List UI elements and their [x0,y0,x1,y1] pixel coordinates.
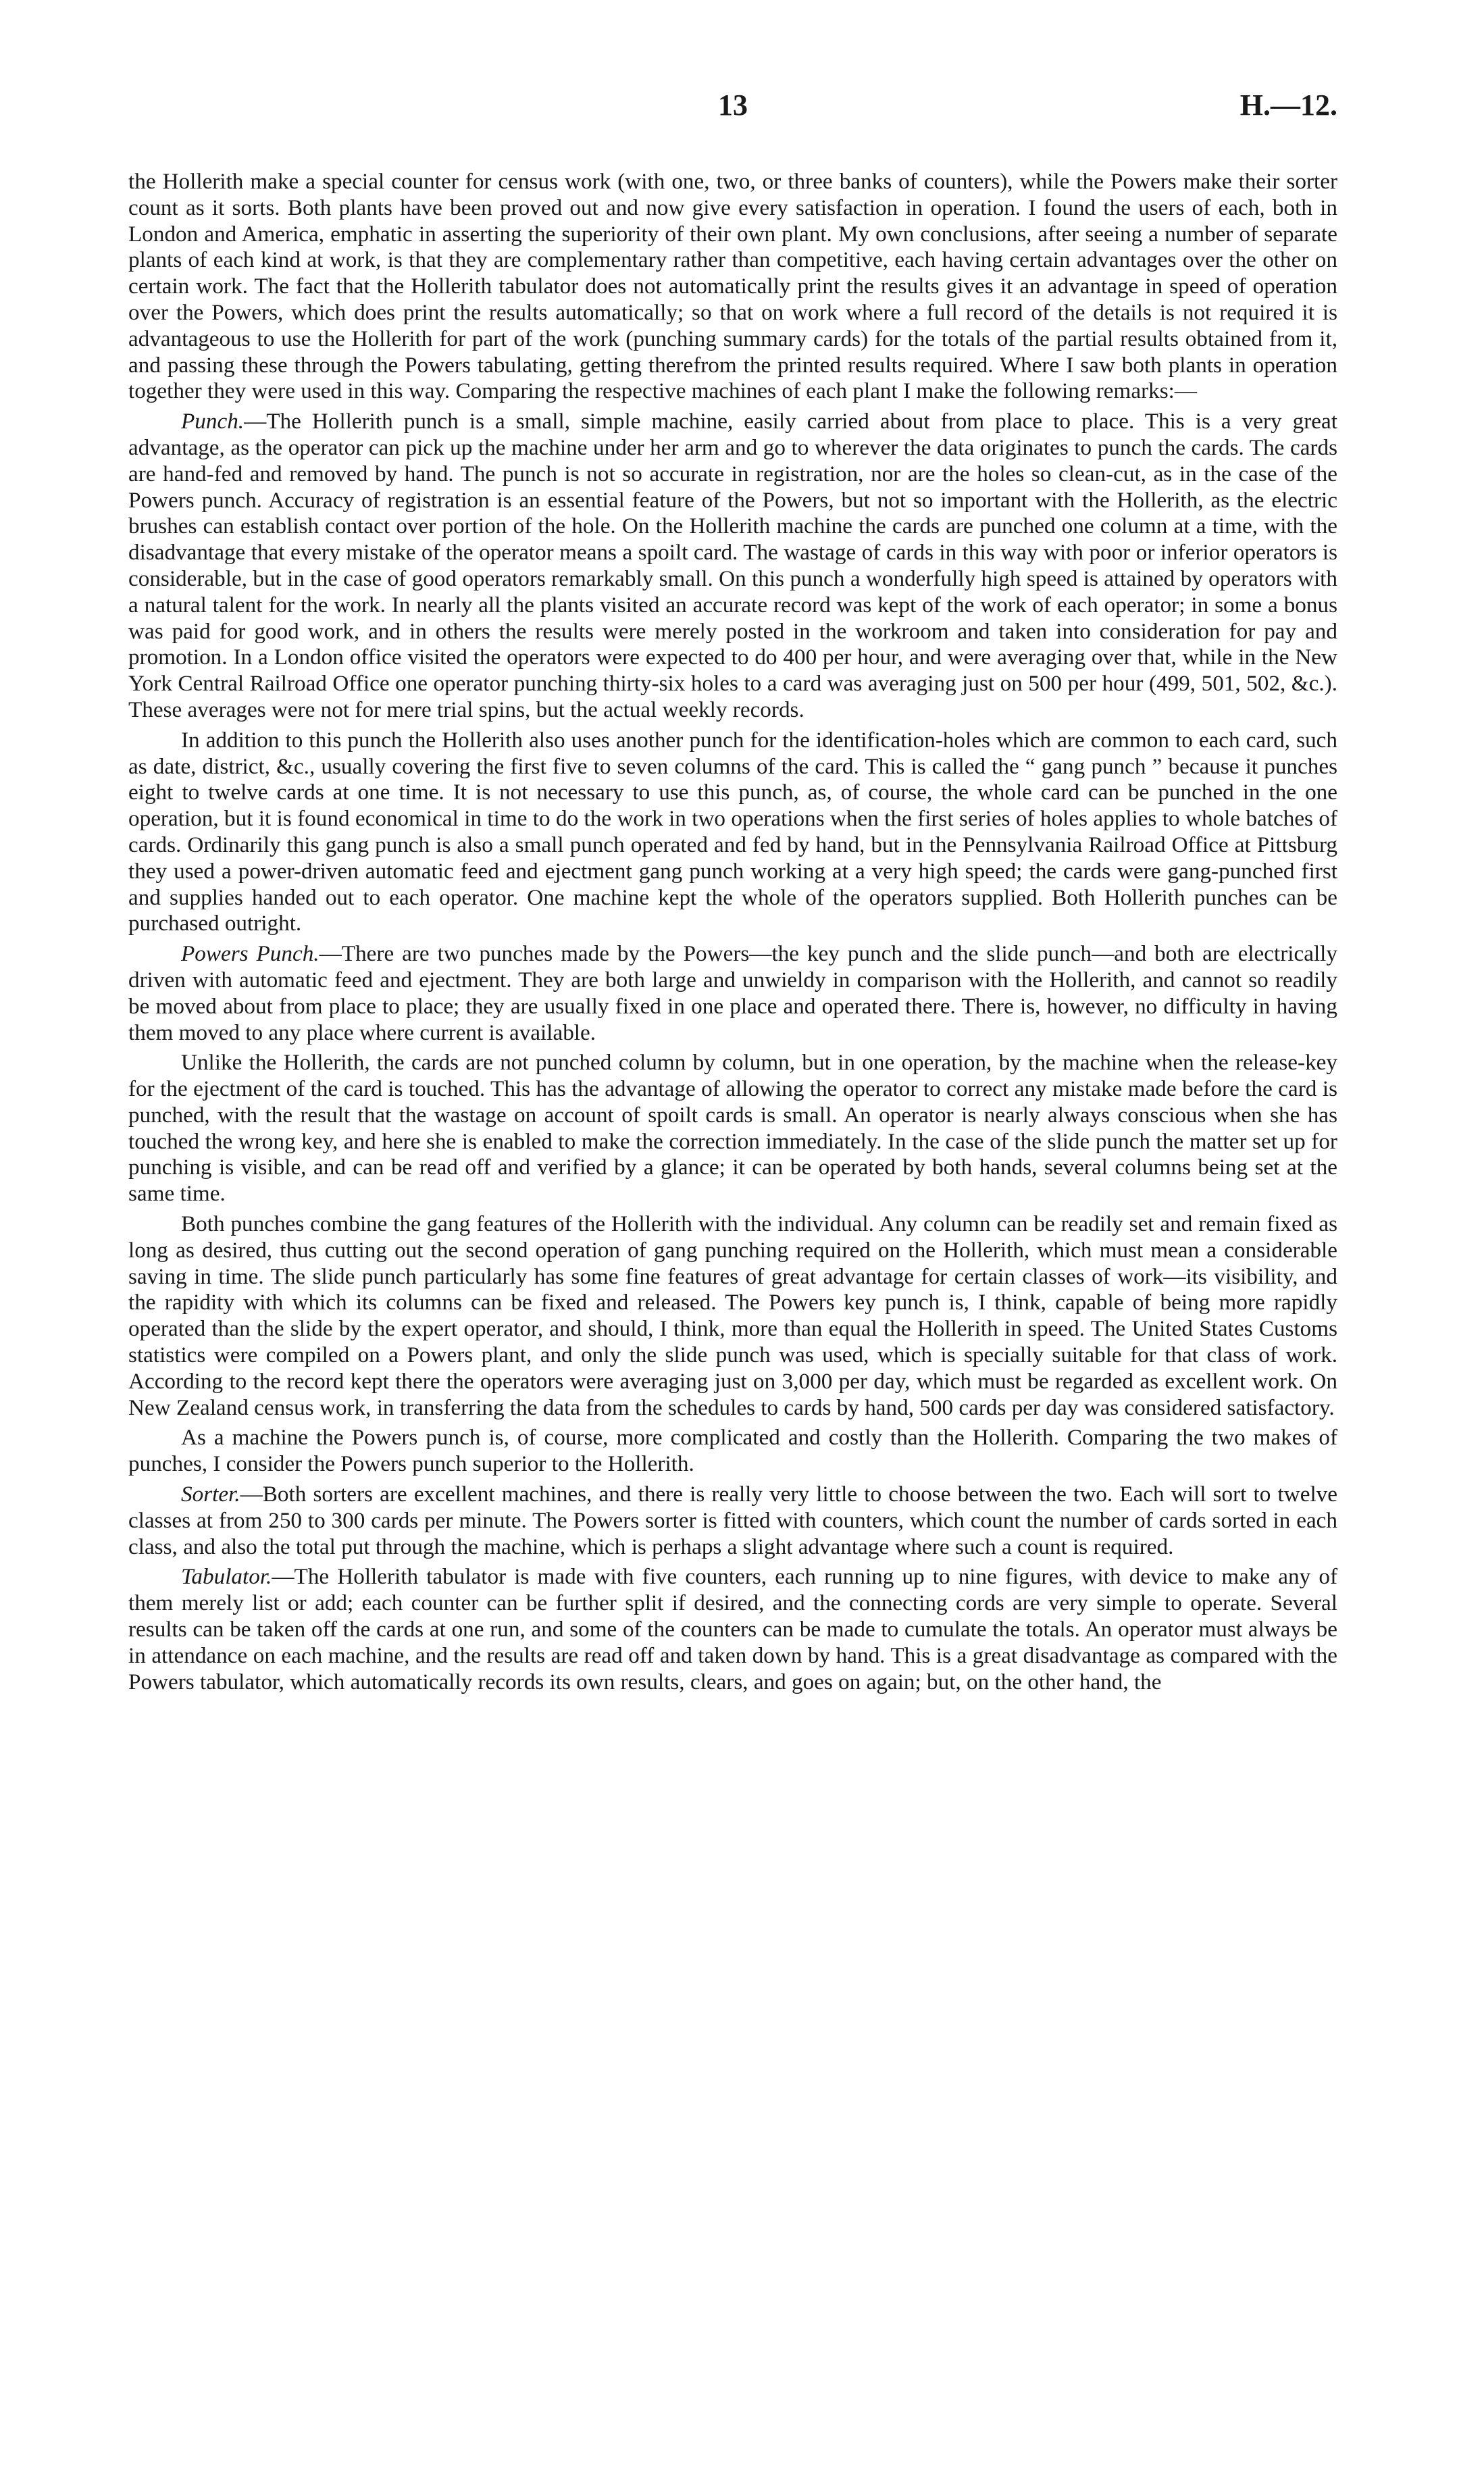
paragraph-text: Both punches combine the gang features of the Hollerith with the individual. Any column can be readily set and remain fixed as long as desired, thus cutting out the second operation of gang punching required on the Hollerith, which must mean a considerable saving in time. The slide punch particularly has some fine features of great advantage for certain classes of work—its visibility, and the rapidity with which its columns can be fixed and released. The Powers key punch is, I think, capable of being more rapidly operated than the slide by the expert operator, and should, I think, more than equal the Hollerith in speed. The United States Customs statistics were compiled on a Powers plant, and only the slide punch was used, which is specially suitable for that class of work. According to the record kept there the operators were averaging just on 3,000 per day, which must be regarded as excellent work. On New Zealand census work, in transferring the data from the schedules to cards by hand, 500 cards per day was considered satisfactory. [128,1211,1337,1420]
paragraph-text: —The Hollerith punch is a small, simple machine, easily carried about from place to place. This is a very great advantage, as the operator can pick up the machine under her arm and go to wherever the data originates to punch the cards. The cards are hand-fed and removed by hand. The punch is not so accurate in registration, nor are the holes so clean-cut, as in the case of the Powers punch. Accuracy of registration is an essential feature of the Powers, but not so important with the Hollerith, as the electric brushes can establish contact over portion of the hole. On the Hollerith machine the cards are punched one column at a time, with the disadvantage that every mistake of the operator means a spoilt card. The wastage of cards in this way with poor or inferior operators is considerable, but in the case of good operators remarkably small. On this punch a wonderfully high speed is attained by operators with a natural talent for the work. In nearly all the plants visited an accurate record was kept of the work of each operator; in some a bonus was paid for good work, and in others the results were merely posted in the workroom and taken into consideration for pay and promotion. In a London office visited the operators were expected to do 400 per hour, and were averaging over that, while in the New York Central Railroad Office one operator punching thirty-six holes to a card was averaging just on 500 per hour (499, 501, 502, &c.). These averages were not for mere trial spins, but the actual weekly records. [128,409,1337,722]
paragraph-text: —The Hollerith tabulator is made with five counters, each running up to nine figures, with device to make any of them merely list or add; each counter can be further split if desired, and the connecting cords are very simple to operate. Several results can be taken off the cards at one run, and some of the counters can be made to cumulate the totals. An operator must always be in attendance on each machine, and the results are read off and taken down by hand. This is a great disadvantage as compared with the Powers tabulator, which automatically records its own results, clears, and goes on again; but, on the other hand, the [128,1564,1337,1694]
paragraph-powers-punch [128,941,1337,1046]
paragraph-text: Unlike the Hollerith, the cards are not punched column by column, but in one operation, by the machine when the release-key for the ejectment of the card is touched. This has the advantage of allowing the operator to correct any mistake made before the card is punched, with the result that the wastage on account of spoilt cards is small. An operator is nearly always conscious when she has touched the wrong key, and here she is enabled to make the correction immediately. In the case of the slide punch the matter set up for punching is visible, and can be read off and verified by a glance; it can be operated by both hands, several columns being set at the same time. [128,1050,1337,1207]
body-text [128,169,1337,1695]
document-code: H.—12. [1239,89,1337,122]
paragraph-gang-punch [128,728,1337,937]
document-page [128,88,1337,1699]
paragraph-tabulator [128,1564,1337,1695]
paragraph-continuation [128,169,1337,405]
page-header [128,88,1337,135]
page-number: 13 [718,89,748,122]
paragraph-lead-sorter: Sorter. [181,1482,240,1507]
paragraph-both-punches [128,1211,1337,1421]
paragraph-text: —There are two punches made by the Powers—the key punch and the slide punch—and both are electrically driven with automatic feed and ejectment. They are both large and unwieldy in comparison with the Hollerith, and cannot so readily be moved about from place to place; they are usually fixed in one place and operated there. There is, however, no difficulty in having them moved to any place where current is available. [128,941,1337,1045]
paragraph-punch [128,409,1337,724]
paragraph-text: the Hollerith make a special counter for census work (with one, two, or three banks of counters), while the Powers make their sorter count as it sorts. Both plants have been proved out and now give every satisfaction in operation. I found the users of each, both in London and America, emphatic in asserting the superiority of their own plant. My own conclusions, after seeing a number of separate plants of each kind at work, is that they are complementary rather than competitive, each having certain advantages over the other on certain work. The fact that the Hollerith tabulator does not automatically print the results gives it an advantage in speed of operation over the Powers, which does print the results automatically; so that on work where a full record of the details is not required it is advantageous to use the Hollerith for part of the work (punching summary cards) for the totals of the partial results obtained from it, and passing these through the Powers tabulating, getting therefrom the printed results required. Where I saw both plants in operation together they were used in this way. Comparing the respective machines of each plant I make the following remarks:— [128,169,1337,404]
paragraph-unlike-hollerith [128,1050,1337,1207]
paragraph-text: As a machine the Powers punch is, of course, more complicated and costly than the Hollerith. Comparing the two makes of punches, I consider the Powers punch superior to the Hollerith. [128,1425,1337,1477]
paragraph-lead-punch: Punch. [181,409,245,434]
paragraph-machine-comparison [128,1425,1337,1478]
paragraph-text: In addition to this punch the Hollerith also uses another punch for the identification-holes which are common to each card, such as date, district, &c., usually covering the first five to seven columns of the card. This is called the “ gang punch ” because it punches eight to twelve cards at one time. It is not necessary to use this punch, as, of course, the whole card can be punched in the one operation, but it is found economical in time to do the work in two operations when the first series of holes applies to whole batches of cards. Ordinarily this gang punch is also a small punch operated and fed by hand, but in the Pennsylvania Railroad Office at Pittsburg they used a power-driven automatic feed and ejectment gang punch working at a very high speed; the cards were gang-punched first and supplies handed out to each operator. One machine kept the whole of the operators supplied. Both Hollerith punches can be purchased outright. [128,727,1337,936]
paragraph-text: —Both sorters are excellent machines, and there is really very little to choose between the two. Each will sort to twelve classes at from 250 to 300 cards per minute. The Powers sorter is fitted with counters, which count the number of cards sorted in each class, and also the total put through the machine, which is perhaps a slight advantage where such a count is required. [128,1482,1337,1559]
paragraph-lead-tabulator: Tabulator. [181,1564,272,1590]
paragraph-lead-powers-punch: Powers Punch. [181,941,319,967]
paragraph-sorter [128,1482,1337,1560]
